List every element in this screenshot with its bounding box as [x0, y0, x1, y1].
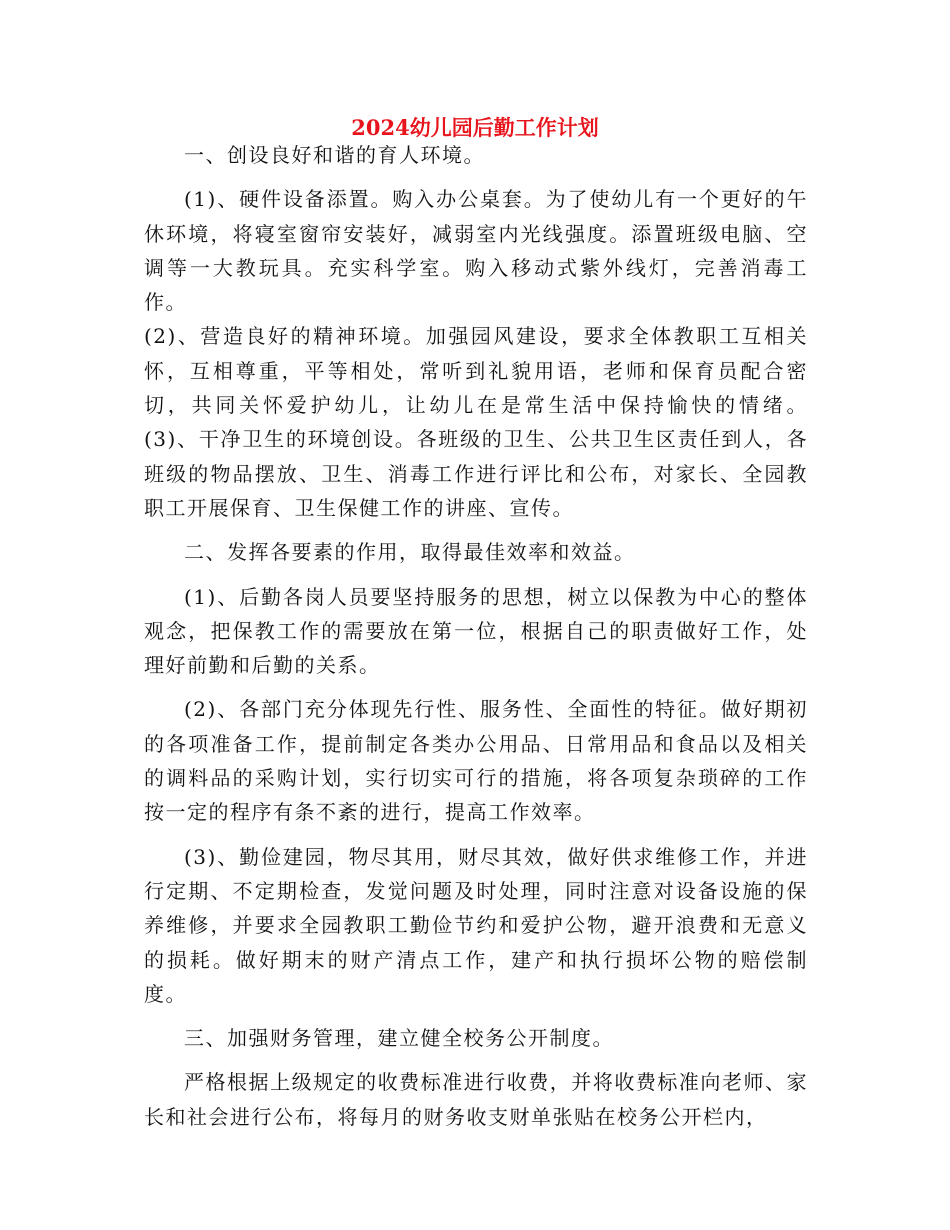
- paragraph-2-3: (3)、勤俭建园，物尽其用，财尽其效，做好供求维修工作，并进行定期、不定期检查，发觉问题及时处理，同时注意对设备设施的保养维修，并要求全园教职工勤俭节约和爱护公物，避开浪费和无意义的损耗。做好期末的财产清点工作，建产和执行损坏公物的赔偿制度。: [144, 844, 808, 1006]
- paragraph-3-1: 严格根据上级规定的收费标准进行收费，并将收费标准向老师、家长和社会进行公布，将每月的财务收支财单张贴在校务公开栏内，: [144, 1070, 808, 1129]
- section-heading-1: 一、创设良好和谐的育人环境。: [184, 143, 485, 167]
- document-body: [144, 138, 808, 1134]
- document-title: 2024幼儿园后勤工作计划: [351, 115, 599, 140]
- paragraph-1-1: (1)、硬件设备添置。购入办公桌套。为了使幼儿有一个更好的午休环境，将寝室窗帘安装好，减弱室内光线强度。添置班级电脑、空调等一大教玩具。充实科学室。购入移动式紫外线灯，完善消毒工作。: [144, 187, 808, 315]
- paragraph-1-2: (2)、营造良好的精神环境。加强园风建设，要求全体教职工互相关怀，互相尊重，平等相处，常听到礼貌用语，老师和保育员配合密切，共同关怀爱护幼儿，让幼儿在是常生活中保持愉快的情绪。 (3)、干净卫生的环境创设。各班级的卫生、公共卫生区责任到人，各班级的物品摆放、卫生、消毒工作进行评比和公布，对家长、全园教职工开展保育、卫生保健工作的讲座、宣传。: [144, 324, 808, 520]
- paragraph-2-1: (1)、后勤各岗人员要坚持服务的思想，树立以保教为中心的整体观念，把保教工作的需要放在第一位，根据自己的职责做好工作，处理好前勤和后勤的关系。: [144, 584, 808, 678]
- section-heading-3: 三、加强财务管理，建立健全校务公开制度。: [184, 1026, 614, 1051]
- paragraph-2-2: (2)、各部门充分体现先行性、服务性、全面性的特征。做好期初的各项准备工作，提前制定各类办公用品、日常用品和食品以及相关的调料品的采购计划，实行切实可行的措施，将各项复杂琐碎的工作按一定的程序有条不紊的进行，提高工作效率。: [144, 697, 808, 825]
- section-heading-2: 二、发挥各要素的作用，取得最佳效率和效益。: [184, 540, 636, 565]
